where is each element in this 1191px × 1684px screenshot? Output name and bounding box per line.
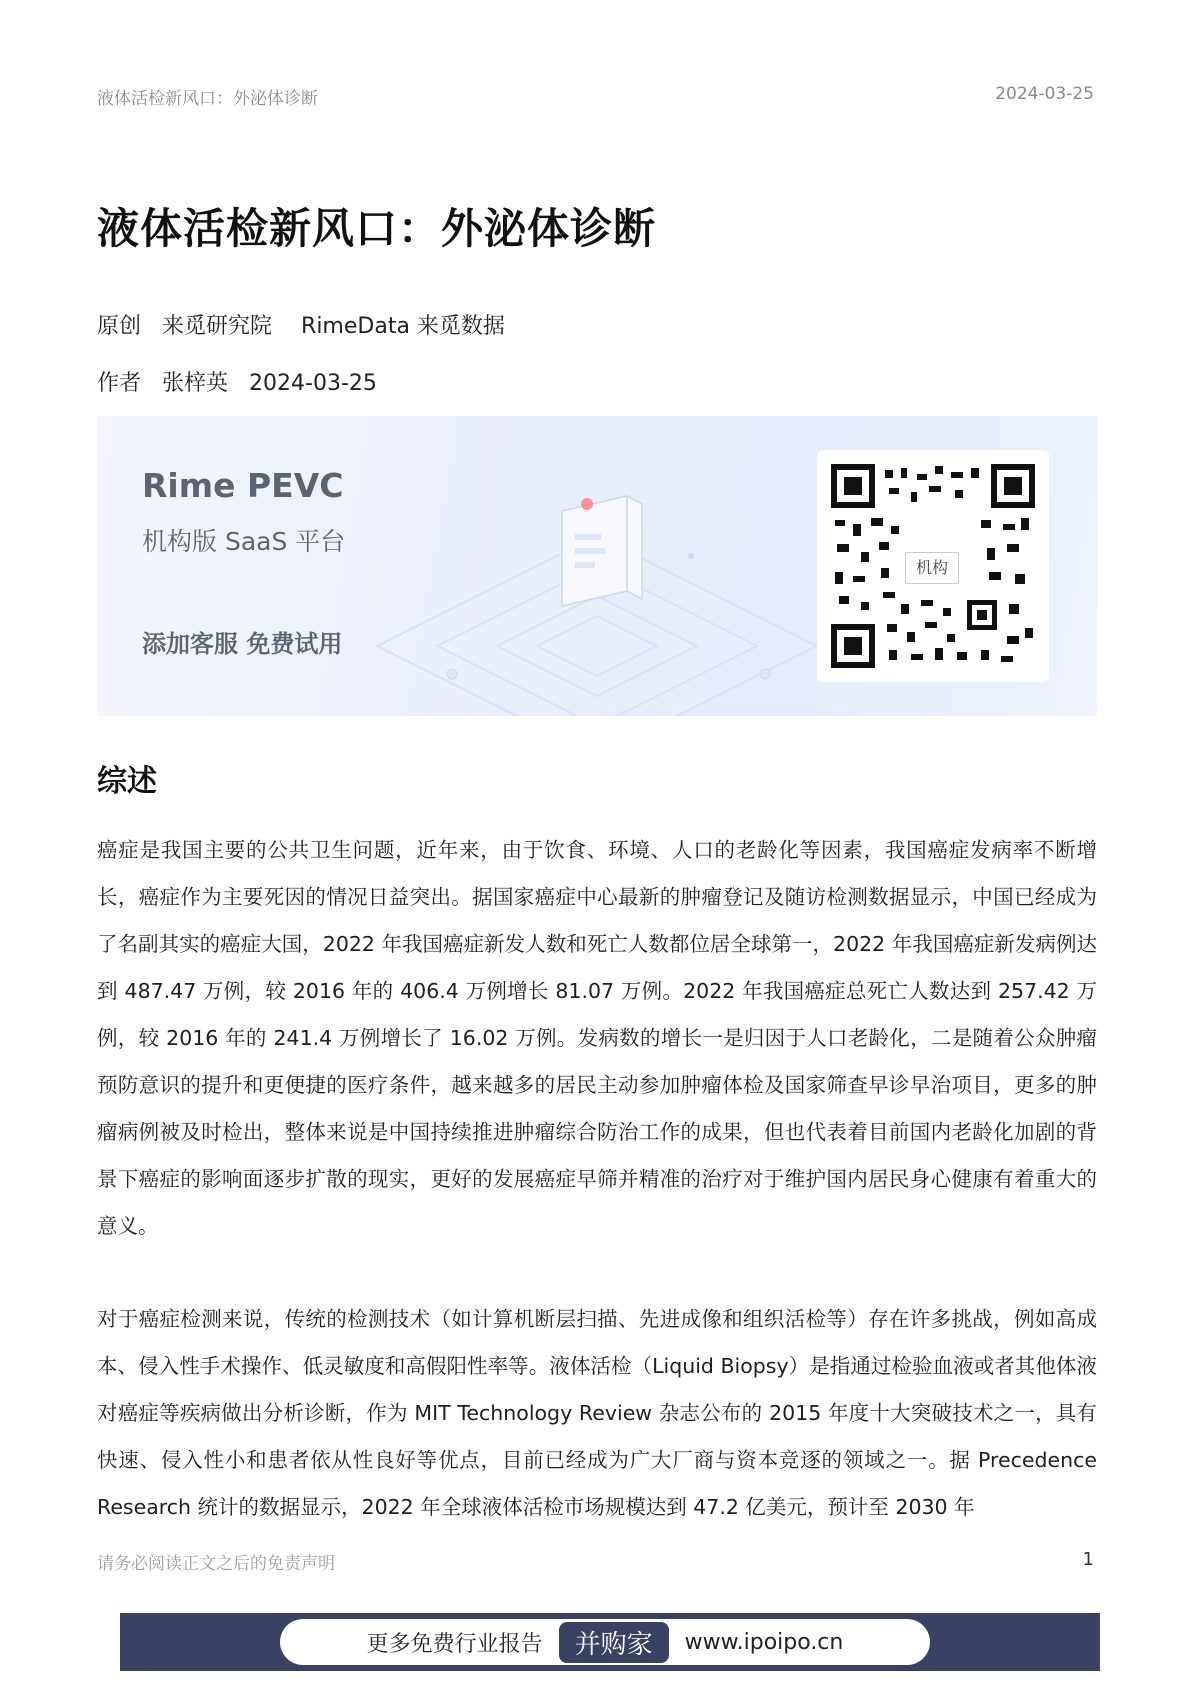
source-org-link[interactable]: 来觅研究院	[162, 314, 273, 339]
source-account-link[interactable]: RimeData 来觅数据	[301, 314, 505, 339]
publish-date: 2024-03-25	[249, 371, 377, 396]
banner-cta[interactable]: 添加客服 免费试用	[142, 630, 343, 658]
author-label: 作者	[97, 371, 142, 396]
disclaimer-note: 请务必阅读正文之后的免责声明	[97, 1554, 335, 1574]
page-number: 1	[1082, 1549, 1094, 1570]
running-header	[97, 84, 1094, 109]
banner-brand: Rime PEVC	[142, 466, 344, 505]
body-paragraph: 癌症是我国主要的公共卫生问题，近年来，由于饮食、环境、人口的老龄化等因素，我国癌症发病率不断增长，癌症作为主要死因的情况日益突出。据国家癌症中心最新的肿瘤登记及随访检测数据显示，中国已经成为了名副其实的癌症大国，2022 年我国癌症新发人数和死亡人数都位居全球第一，2022 年我国癌症新发病例达到 487.47 万例，较 2016 年的 406.4 万例增长 81.07 万例。2022 年我国癌症总死亡人数达到 257.42 万例，较 2016 年的 241.4 万例增长了 16.02 万例。发病数的增长一是归因于人口老龄化，二是随着公众肿瘤预防意识的提升和更便捷的医疗条件，越来越多的居民主动参加肿瘤体检及国家筛查早诊早治项目，更多的肿瘤病例被及时检出，整体来说是中国持续推进肿瘤综合防治工作的成果，但也代表着目前国内老龄化加剧的背景下癌症的影响面逐步扩散的现实，更好的发展癌症早筛并精准的治疗对于维护国内居民身心健康有着重大的意义。	[97, 838, 1097, 1238]
ad-url-link[interactable]: www.ipoipo.cn	[684, 1629, 844, 1655]
page-footer	[97, 1549, 1094, 1574]
running-title: 液体活检新风口：外泌体诊断	[97, 89, 318, 109]
article-title: 液体活检新风口：外泌体诊断	[97, 204, 657, 253]
ad-text: 更多免费行业报告	[366, 1631, 543, 1657]
author-name: 张梓英	[162, 371, 229, 396]
header-date: 2024-03-25	[995, 84, 1094, 104]
qr-code-card[interactable]	[817, 450, 1049, 682]
article-source	[97, 309, 505, 340]
ad-pill[interactable]	[280, 1619, 930, 1665]
body-paragraph: 对于癌症检测来说，传统的检测技术（如计算机断层扫描、先进成像和组织活检等）存在许多挑战，例如高成本、侵入性手术操作、低灵敏度和高假阳性率等。液体活检（Liquid Biopsy）是指通过检验血液或者其他体液对癌症等疾病做出分析诊断，作为 MIT Technology Review 杂志公布的 2015 年度十大突破技术之一，具有快速、侵入性小和患者依从性良好等优点，目前已经成为广大厂商与资本竞逐的领域之一。据 Precedence Research 统计的数据显示，2022 年全球液体活检市场规模达到 47.2 亿美元，预计至 2030 年	[97, 1307, 1097, 1519]
article-byline	[97, 366, 377, 397]
ad-banner[interactable]	[120, 1613, 1100, 1671]
ad-brand: 并购家	[559, 1622, 669, 1663]
banner-subtitle: 机构版 SaaS 平台	[142, 527, 346, 556]
qr-center-label: 机构	[905, 552, 959, 584]
source-label: 原创	[97, 314, 142, 339]
section-heading: 综述	[97, 764, 157, 799]
promo-banner[interactable]	[97, 416, 1097, 716]
